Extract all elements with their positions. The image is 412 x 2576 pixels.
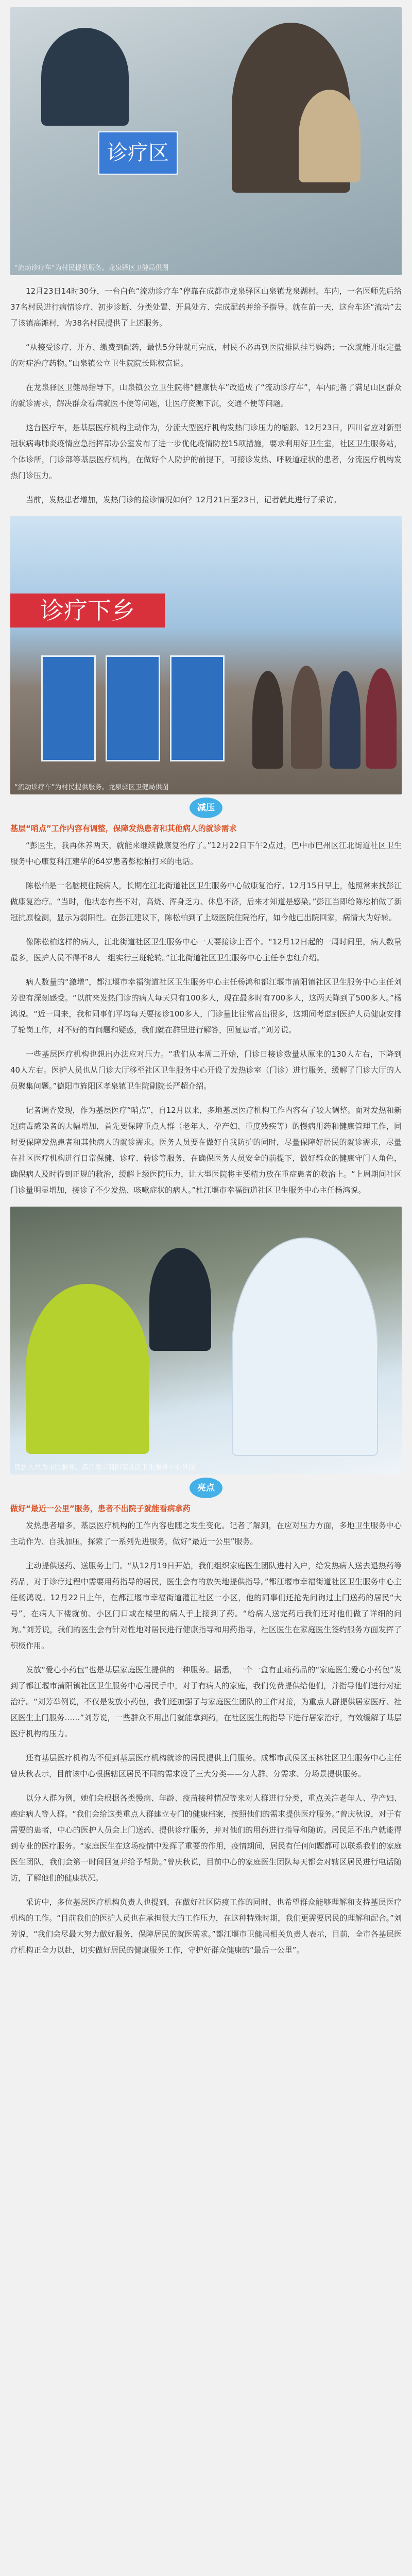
doctor-figure <box>41 28 129 126</box>
paragraph: 像陈松柏这样的病人，江北街道社区卫生服务中心一天要接诊上百个。“12月12日起的一周时间里，病人数量最多，医护人员不得不8人一组实行三班轮转。”江北街道社区卫生服务中心主任李忠红介绍。 <box>10 937 402 962</box>
section-header-relief <box>10 798 402 818</box>
paragraph: 当前，发热患者增加，发热门诊的接诊情况如何？12月21日至23日，记者就此进行了采访。 <box>26 495 341 504</box>
section-title: 基层“哨点”工作内容有调整，保障发热患者和其他病人的就诊需求 <box>10 824 237 833</box>
paragraph: 在龙泉驿区卫健局指导下，山泉镇公立卫生院将“健康快车”改造成了“流动诊疗车”，车内配备了满足山区群众的就诊需求，解决群众看病就医不便等问题，让医疗资源下沉，交通不便等问题。 <box>10 383 402 408</box>
paragraph: 发热患者增多，基层医疗机构的工作内容也随之发生变化。记者了解到，在应对压力方面，多地卫生服务中心主动作为、自我加压，探索了一系列先进服务，做好“最近一公里”服务。 <box>10 1521 402 1546</box>
paragraph: 陈松柏是一名脑梗住院病人，长期在江北街道社区卫生服务中心做康复治疗。12月15日早上，他照常来找彭江做康复治疗。“当时，他状态有些不对，高烧、浑身乏力、休息不济，后来才知道是感染。”彭江当即给陈松柏做了新冠抗原检测，显示为弱阳性。在彭江建议下，陈松柏到了上级医院住院治疗，如今他已出院回家，病情大为好转。 <box>10 881 402 922</box>
villager-figure <box>366 668 397 769</box>
photo-mobile-clinic-interior <box>10 7 402 275</box>
bus-banner: 诊疗下乡 <box>10 594 165 628</box>
photo-caption: “流动诊疗车”为村民提供服务。龙泉驿区卫健局供图 <box>14 784 169 791</box>
villager-figure <box>252 671 283 769</box>
paragraph: “从接受诊疗、开方、缴费到配药，最快5分钟就可完成，村民不必再到医院排队挂号购药；一次就能开取定量的对症治疗药物。”山泉镇公立卫生院院长陈权富说。 <box>10 343 402 368</box>
paragraph: “彭医生，我再休养两天，就能来继续做康复治疗了。”12月22日下午2点过，巴中市巴州区江北街道社区卫生服务中心康复科江建华的64岁患者彭松柏打来的电话。 <box>10 841 402 866</box>
nurse-figure <box>232 1238 378 1456</box>
paragraph: 还有基层医疗机构为不便到基层医疗机构就诊的居民提供上门服务。成都市武侯区玉林社区卫生服务中心主任曾庆秋表示，目前该中心根据辖区居民不同的需求设了三大分类——分人群、分需求、分场景提供服务。 <box>10 1753 402 1778</box>
article-section-highlight <box>10 1518 402 1958</box>
paragraph: 以分人群为例，她们会根据各类慢病、年龄、疫苗接种情况等来对人群进行分类，重点关注老年人、孕产妇、癌症病人等人群。“我们会给这类重点人群建立专门的健康档案，按照他们的需求提供医疗服务。”曾庆秋说，对于有需要的患者，中心的医护人员会上门送药、提供诊疗服务，并对他们的用药进行指导和随访。居民足不出户就能得到专业的医疗服务。“家庭医生在这场疫情中发挥了重要的作用，疫情期间，居民有任何问题都可以联系我们的家庭医生团队，我们会第一时间回复并给予帮助。”曾庆秋说，目前中心的家庭医生团队每天都会对辖区居民进行电话随访，了解他们的健康状况。 <box>10 1793 402 1883</box>
info-board <box>41 655 96 761</box>
info-board <box>170 655 225 761</box>
photo-mobile-clinic-bus <box>10 516 402 794</box>
photo-caption: 医护人员为市民服务。都江堰市蒲阳镇社区卫生服务中心供图 <box>14 1464 196 1471</box>
child-figure <box>299 90 360 182</box>
villager-figure <box>291 666 322 769</box>
section-badge: 减压 <box>190 798 222 818</box>
article-section-intro <box>10 283 402 508</box>
paragraph: 发放“爱心小药包”也是基层家庭医生提供的一种服务。据悉，一个一盒有止痛药品的“家庭医生爱心小药包”发到了都江堰市蒲阳镇社区卫生服务中心居民手中，对于有病人的家庭，我们免费提供给他们，并指导他们进行对症治疗。“刘芳举例说，不仅是发放小药包，我们还加强了与家庭医生团队的工作对接，为重点人群提供居家医疗、社区医生上门服务……”刘芳说，一些群众不用出门就能拿到药，在社区医生的指导下进行居家治疗，有效缓解了基层医疗机构的压力。 <box>10 1665 402 1738</box>
paragraph: 记者调查发现，作为基层医疗“哨点”，自12月以来，多地基层医疗机构工作内容有了较大调整。面对发热和新冠病毒感染者的大幅增加，首先要保障重点人群（老年人、孕产妇、重度残疾等）的慢病用药和健康管理工作，同时要保障发热患者和其他病人的就诊需求。医务人员要在做好自我防护的同时，尽量保障好居民的就诊需求，尽量在社区医疗机构进行日常保健、诊疗、转诊等服务，在确保医务人员安全的前提下，做好群众的健康守门人角色，确保病人及时得到正规的救治，缓解上级医院压力，让大型医院将主要精力放在重症患者的救治上。“上周期间社区门诊量明显增加，接诊了不少发热、咳嗽症状的病人。”杜江堰市幸福街道社区卫生服务中心主任杨鸿说。 <box>10 1106 402 1195</box>
paragraph: 这台医疗车，是基层医疗机构主动作为，分流大型医疗机构发热门诊压力的缩影。12月23日，四川省应对新型冠状病毒肺炎疫情应急指挥部办公室发布了进一步优化疫情防控15项措施，要求利用好卫生室，社区卫生服务站，个体诊所，门诊部等基层医疗机构，在做好个人防护的前提下，可接诊发热、呼吸道症状的患者，分流医疗机构发热门诊压力。 <box>10 423 402 480</box>
article-section-relief <box>10 838 402 1198</box>
info-board <box>106 655 160 761</box>
paragraph: 一些基层医疗机构也想出办法应对压力。“我们从本周二开始，门诊日接诊数量从原来的130人左右，下降到40人左右。医护人员也从门诊大厅移至社区卫生服务中心开设了发热诊室（门诊）进行服务，缓解了门诊大厅的人员聚集问题。”德阳市旌阳区孝泉镇卫生院副院长严超介绍。 <box>10 1049 402 1091</box>
clinic-sign: 诊疗区 <box>98 131 178 175</box>
villager-figure <box>330 671 360 769</box>
photo-caption: “流动诊疗车”为村民提供服务。龙泉驿区卫健局供图 <box>14 264 169 272</box>
staff-figure <box>149 1248 211 1351</box>
section-badge: 亮点 <box>190 1478 222 1498</box>
section-header-highlight <box>10 1478 402 1498</box>
paragraph: 主动提供送药、送服务上门。“从12月19日开始，我们组织家庭医生团队进村入户，给发热病人送去退热药等药品，对于诊疗过程中需要用药指导的居民，医生会有的放矢地提供指导。”都江堰市幸福街道社区卫生服务中心主任杨鸿说。12月22日上午，在都江堰市幸福街道灌江社区一小区，他的同事们还抢先问询过上门送药的居民“大号”，在病人下楼就前、小区门口或在楼里的病人手上接到了药。“给病人送完药后我们还对他们做了详细的问询。”刘芳说，我们的医生会有针对性地对居民进行健康指导和用药指导，社区医生在家庭医生签约服务方面发挥了积极作用。 <box>10 1561 402 1650</box>
paragraph: 采访中，多位基层医疗机构负责人也提到，在做好社区防疫工作的同时，也希望群众能够理解和支持基层医疗机构的工作。“目前我们的医护人员也在承担很大的工作压力，在这种特殊时期，我们更需要居民的理解和配合。”刘芳说，“我们会尽最大努力做好服务，保障居民的就医需求。”都江堰市卫健局相关负责人表示，目前，全市各基层医疗机构正全力以赴，切实做好居民的健康服务工作，守护好群众健康的“最后一公里”。 <box>10 1897 402 1955</box>
photo-medical-staff <box>10 1207 402 1475</box>
section-title: 做好“最近一公里”服务，患者不出院子就能看病拿药 <box>10 1504 191 1513</box>
patient-figure <box>26 1284 149 1454</box>
paragraph: 12月23日14时30分，一台白色“流动诊疗车”停靠在成都市龙泉驿区山泉镇龙泉湖村。车内，一名医师先后给37名村民进行病情诊疗、初步诊断、分类处置、开具处方、完成配药并给予指导。就在前一天，这台车还“流动”去了该镇高滩村，为38名村民提供了上述服务。 <box>10 286 402 328</box>
paragraph: 病人数量的“激增”，都江堰市幸福街道社区卫生服务中心主任杨鸿和都江堰市蒲阳镇社区卫生服务中心主任刘芳也有深刻感受。“以前来发热门诊的病人每天只有100多人，现在最多时有700多人，这两天降到了500多人。”杨鸿说。“近一周来，我和同事们平均每天要接诊100多人，门诊量比往常高出很多，这期间考虑到医护人员健康安排了轮岗工作，对不好的有问题和疑惑，我们就在群里进行解答，回复患者。”刘芳说。 <box>10 977 402 1035</box>
